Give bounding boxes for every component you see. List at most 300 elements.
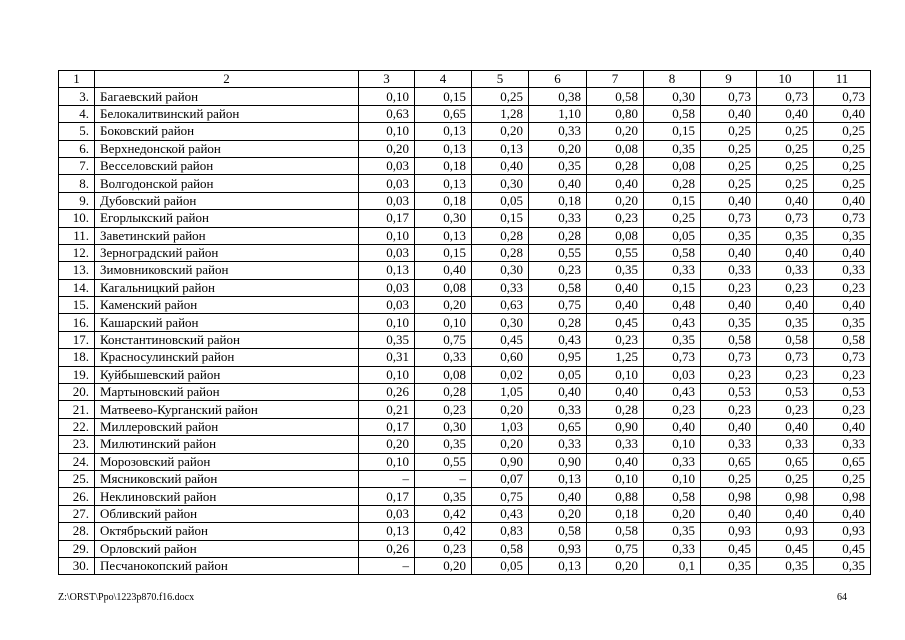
row-number-cell: 8. <box>59 175 95 192</box>
value-cell: 0,43 <box>644 314 701 331</box>
district-name-cell: Каменский район <box>95 297 359 314</box>
value-cell: 0,40 <box>587 384 644 401</box>
row-number-cell: 30. <box>59 557 95 574</box>
value-cell: 0,10 <box>359 453 415 470</box>
column-number-8: 8 <box>644 71 701 88</box>
value-cell: 0,53 <box>814 384 871 401</box>
value-cell: 0,35 <box>415 488 472 505</box>
value-cell: 0,25 <box>644 210 701 227</box>
table-row <box>59 523 871 540</box>
value-cell: 0,40 <box>814 505 871 522</box>
column-number-11: 11 <box>814 71 871 88</box>
value-cell: 0,28 <box>529 314 587 331</box>
value-cell: 0,40 <box>701 105 757 122</box>
value-cell: 0,33 <box>644 453 701 470</box>
row-number-cell: 23. <box>59 436 95 453</box>
value-cell: – <box>415 470 472 487</box>
column-number-9: 9 <box>701 71 757 88</box>
value-cell: 0,40 <box>814 105 871 122</box>
value-cell: 0,80 <box>587 105 644 122</box>
value-cell: 0,40 <box>757 297 814 314</box>
value-cell: 0,20 <box>644 505 701 522</box>
district-name-cell: Заветинский район <box>95 227 359 244</box>
value-cell: 0,90 <box>529 453 587 470</box>
value-cell: 0,05 <box>644 227 701 244</box>
row-number-cell: 19. <box>59 366 95 383</box>
value-cell: 0,35 <box>587 262 644 279</box>
district-name-cell: Орловский район <box>95 540 359 557</box>
row-number-cell: 25. <box>59 470 95 487</box>
value-cell: – <box>359 470 415 487</box>
value-cell: 0,25 <box>757 157 814 174</box>
value-cell: 0,21 <box>359 401 415 418</box>
row-number-cell: 17. <box>59 331 95 348</box>
value-cell: 0,20 <box>472 123 529 140</box>
row-number-cell: 20. <box>59 384 95 401</box>
value-cell: 0,25 <box>814 123 871 140</box>
value-cell: 0,18 <box>587 505 644 522</box>
value-cell: 0,08 <box>415 279 472 296</box>
value-cell: 0,23 <box>701 401 757 418</box>
value-cell: 0,20 <box>472 436 529 453</box>
value-cell: 0,63 <box>359 105 415 122</box>
value-cell: 0,40 <box>644 418 701 435</box>
value-cell: 0,28 <box>472 244 529 261</box>
value-cell: 0,15 <box>644 192 701 209</box>
table-row <box>59 262 871 279</box>
district-name-cell: Песчанокопский район <box>95 557 359 574</box>
value-cell: 0,75 <box>587 540 644 557</box>
value-cell: 0,05 <box>529 366 587 383</box>
value-cell: 0,40 <box>757 244 814 261</box>
value-cell: 0,25 <box>814 470 871 487</box>
value-cell: 0,42 <box>415 505 472 522</box>
value-cell: 0,03 <box>359 157 415 174</box>
value-cell: 0,05 <box>472 192 529 209</box>
value-cell: 0,08 <box>415 366 472 383</box>
column-number-5: 5 <box>472 71 529 88</box>
district-name-cell: Куйбышевский район <box>95 366 359 383</box>
data-table <box>58 70 871 575</box>
value-cell: 0,53 <box>757 384 814 401</box>
value-cell: 0,73 <box>701 349 757 366</box>
value-cell: 0,23 <box>529 262 587 279</box>
value-cell: 0,58 <box>644 105 701 122</box>
value-cell: 0,73 <box>757 349 814 366</box>
value-cell: 0,73 <box>814 210 871 227</box>
row-number-cell: 28. <box>59 523 95 540</box>
value-cell: 0,23 <box>757 401 814 418</box>
column-number-4: 4 <box>415 71 472 88</box>
value-cell: 0,28 <box>587 401 644 418</box>
row-number-cell: 3. <box>59 88 95 105</box>
value-cell: 0,17 <box>359 210 415 227</box>
table-row <box>59 279 871 296</box>
value-cell: 0,93 <box>529 540 587 557</box>
value-cell: 0,58 <box>757 331 814 348</box>
value-cell: 1,10 <box>529 105 587 122</box>
row-number-cell: 5. <box>59 123 95 140</box>
district-name-cell: Милютинский район <box>95 436 359 453</box>
district-name-cell: Белокалитвинский район <box>95 105 359 122</box>
table-row <box>59 192 871 209</box>
district-name-cell: Весселовский район <box>95 157 359 174</box>
value-cell: 0,35 <box>644 331 701 348</box>
value-cell: 0,18 <box>529 192 587 209</box>
value-cell: 0,58 <box>587 88 644 105</box>
row-number-cell: 22. <box>59 418 95 435</box>
value-cell: 1,25 <box>587 349 644 366</box>
value-cell: 0,98 <box>757 488 814 505</box>
value-cell: 0,35 <box>701 227 757 244</box>
table-row <box>59 314 871 331</box>
value-cell: 0,40 <box>757 105 814 122</box>
row-number-cell: 27. <box>59 505 95 522</box>
value-cell: 0,20 <box>587 192 644 209</box>
value-cell: 0,05 <box>472 557 529 574</box>
table-row <box>59 418 871 435</box>
value-cell: 0,35 <box>814 314 871 331</box>
table-row <box>59 557 871 574</box>
value-cell: 0,40 <box>587 175 644 192</box>
value-cell: 0,20 <box>587 557 644 574</box>
value-cell: 0,25 <box>757 140 814 157</box>
value-cell: 0,40 <box>814 297 871 314</box>
value-cell: 0,28 <box>472 227 529 244</box>
value-cell: 0,35 <box>757 557 814 574</box>
value-cell: 0,10 <box>415 314 472 331</box>
row-number-cell: 21. <box>59 401 95 418</box>
value-cell: 0,40 <box>415 262 472 279</box>
value-cell: 0,15 <box>644 123 701 140</box>
value-cell: 0,40 <box>472 157 529 174</box>
value-cell: 0,35 <box>701 314 757 331</box>
table-header-row <box>59 71 871 88</box>
value-cell: 0,31 <box>359 349 415 366</box>
value-cell: 0,73 <box>644 349 701 366</box>
row-number-cell: 12. <box>59 244 95 261</box>
value-cell: 0,58 <box>587 523 644 540</box>
value-cell: 0,43 <box>644 384 701 401</box>
value-cell: 1,05 <box>472 384 529 401</box>
column-number-7: 7 <box>587 71 644 88</box>
value-cell: 0,35 <box>415 436 472 453</box>
row-number-cell: 15. <box>59 297 95 314</box>
value-cell: 0,42 <box>415 523 472 540</box>
value-cell: 0,58 <box>472 540 529 557</box>
value-cell: 0,10 <box>359 88 415 105</box>
district-name-cell: Верхнедонской район <box>95 140 359 157</box>
value-cell: 0,1 <box>644 557 701 574</box>
value-cell: 0,13 <box>415 140 472 157</box>
value-cell: 0,38 <box>529 88 587 105</box>
column-number-2: 2 <box>95 71 359 88</box>
value-cell: 0,40 <box>814 244 871 261</box>
value-cell: 0,18 <box>415 192 472 209</box>
table-row <box>59 210 871 227</box>
value-cell: 0,15 <box>415 244 472 261</box>
value-cell: 0,08 <box>587 227 644 244</box>
row-number-cell: 6. <box>59 140 95 157</box>
value-cell: 0,03 <box>644 366 701 383</box>
value-cell: 0,58 <box>814 331 871 348</box>
value-cell: 0,33 <box>529 210 587 227</box>
value-cell: 0,33 <box>587 436 644 453</box>
value-cell: 0,33 <box>644 262 701 279</box>
value-cell: 0,28 <box>529 227 587 244</box>
row-number-cell: 24. <box>59 453 95 470</box>
value-cell: 0,40 <box>814 418 871 435</box>
value-cell: 0,23 <box>415 401 472 418</box>
value-cell: 0,20 <box>415 557 472 574</box>
value-cell: 0,90 <box>472 453 529 470</box>
district-name-cell: Кашарский район <box>95 314 359 331</box>
value-cell: 0,10 <box>644 470 701 487</box>
value-cell: 0,30 <box>415 210 472 227</box>
table-row <box>59 140 871 157</box>
value-cell: 0,25 <box>701 123 757 140</box>
value-cell: 0,73 <box>757 210 814 227</box>
district-name-cell: Багаевский район <box>95 88 359 105</box>
value-cell: 0,13 <box>529 470 587 487</box>
value-cell: 0,17 <box>359 418 415 435</box>
value-cell: 0,73 <box>701 210 757 227</box>
value-cell: 0,75 <box>529 297 587 314</box>
value-cell: 0,35 <box>814 557 871 574</box>
value-cell: 0,08 <box>644 157 701 174</box>
value-cell: 0,28 <box>644 175 701 192</box>
value-cell: 0,23 <box>701 279 757 296</box>
value-cell: 0,58 <box>529 523 587 540</box>
value-cell: 0,33 <box>701 436 757 453</box>
value-cell: 0,23 <box>814 366 871 383</box>
table-row <box>59 436 871 453</box>
table-row <box>59 175 871 192</box>
value-cell: 0,15 <box>415 88 472 105</box>
value-cell: 0,13 <box>359 262 415 279</box>
value-cell: 0,40 <box>529 384 587 401</box>
district-name-cell: Мартыновский район <box>95 384 359 401</box>
value-cell: 0,23 <box>587 210 644 227</box>
column-number-6: 6 <box>529 71 587 88</box>
value-cell: 0,10 <box>587 366 644 383</box>
value-cell: 0,40 <box>814 192 871 209</box>
value-cell: 0,40 <box>701 297 757 314</box>
table-row <box>59 157 871 174</box>
row-number-cell: 18. <box>59 349 95 366</box>
value-cell: 0,02 <box>472 366 529 383</box>
value-cell: 0,88 <box>587 488 644 505</box>
value-cell: 0,40 <box>529 175 587 192</box>
value-cell: 0,55 <box>587 244 644 261</box>
value-cell: 0,33 <box>757 262 814 279</box>
value-cell: 0,48 <box>644 297 701 314</box>
value-cell: 0,25 <box>757 123 814 140</box>
value-cell: 0,13 <box>359 523 415 540</box>
value-cell: 0,23 <box>814 401 871 418</box>
value-cell: 0,73 <box>814 88 871 105</box>
value-cell: 1,28 <box>472 105 529 122</box>
value-cell: 0,98 <box>814 488 871 505</box>
value-cell: 0,45 <box>472 331 529 348</box>
value-cell: 0,15 <box>472 210 529 227</box>
value-cell: 0,35 <box>701 557 757 574</box>
value-cell: 0,35 <box>814 227 871 244</box>
value-cell: 0,33 <box>529 123 587 140</box>
value-cell: 0,25 <box>701 140 757 157</box>
value-cell: 0,75 <box>415 331 472 348</box>
district-name-cell: Кагальницкий район <box>95 279 359 296</box>
table-row <box>59 297 871 314</box>
value-cell: 0,55 <box>415 453 472 470</box>
value-cell: 0,40 <box>587 279 644 296</box>
value-cell: 0,10 <box>359 366 415 383</box>
table-row <box>59 384 871 401</box>
value-cell: 0,20 <box>529 140 587 157</box>
value-cell: 0,33 <box>814 262 871 279</box>
district-name-cell: Обливский район <box>95 505 359 522</box>
value-cell: 0,93 <box>701 523 757 540</box>
table-row <box>59 366 871 383</box>
row-number-cell: 13. <box>59 262 95 279</box>
value-cell: 0,15 <box>644 279 701 296</box>
value-cell: 0,73 <box>701 88 757 105</box>
value-cell: 0,23 <box>415 540 472 557</box>
value-cell: 0,45 <box>587 314 644 331</box>
value-cell: 0,58 <box>701 331 757 348</box>
value-cell: 0,08 <box>587 140 644 157</box>
value-cell: 0,65 <box>415 105 472 122</box>
value-cell: 0,30 <box>644 88 701 105</box>
value-cell: 0,10 <box>359 314 415 331</box>
value-cell: 0,65 <box>529 418 587 435</box>
district-name-cell: Матвеево-Курганский район <box>95 401 359 418</box>
value-cell: 0,30 <box>415 418 472 435</box>
value-cell: 0,17 <box>359 488 415 505</box>
value-cell: 0,10 <box>359 227 415 244</box>
table-row <box>59 453 871 470</box>
value-cell: 0,40 <box>757 418 814 435</box>
value-cell: 0,65 <box>814 453 871 470</box>
value-cell: 0,73 <box>757 88 814 105</box>
value-cell: 0,83 <box>472 523 529 540</box>
district-name-cell: Октябрьский район <box>95 523 359 540</box>
district-name-cell: Волгодонской район <box>95 175 359 192</box>
row-number-cell: 11. <box>59 227 95 244</box>
value-cell: 0,03 <box>359 279 415 296</box>
value-cell: 0,95 <box>529 349 587 366</box>
value-cell: 0,63 <box>472 297 529 314</box>
district-name-cell: Боковский район <box>95 123 359 140</box>
value-cell: 0,90 <box>587 418 644 435</box>
value-cell: 0,26 <box>359 384 415 401</box>
value-cell: 0,45 <box>814 540 871 557</box>
district-name-cell: Зерноградский район <box>95 244 359 261</box>
table-row <box>59 401 871 418</box>
value-cell: 0,25 <box>814 140 871 157</box>
value-cell: 0,03 <box>359 244 415 261</box>
table-row <box>59 227 871 244</box>
value-cell: 0,33 <box>644 540 701 557</box>
value-cell: 0,55 <box>529 244 587 261</box>
district-name-cell: Константиновский район <box>95 331 359 348</box>
value-cell: 0,25 <box>701 157 757 174</box>
value-cell: 0,58 <box>644 488 701 505</box>
page-number: 64 <box>837 592 847 603</box>
value-cell: 0,33 <box>757 436 814 453</box>
row-number-cell: 14. <box>59 279 95 296</box>
value-cell: – <box>359 557 415 574</box>
value-cell: 0,33 <box>814 436 871 453</box>
value-cell: 0,20 <box>472 401 529 418</box>
value-cell: 0,43 <box>529 331 587 348</box>
value-cell: 0,25 <box>757 175 814 192</box>
table-row <box>59 244 871 261</box>
value-cell: 1,03 <box>472 418 529 435</box>
table-row <box>59 540 871 557</box>
value-cell: 0,28 <box>415 384 472 401</box>
value-cell: 0,13 <box>415 227 472 244</box>
value-cell: 0,07 <box>472 470 529 487</box>
row-number-cell: 29. <box>59 540 95 557</box>
value-cell: 0,23 <box>587 331 644 348</box>
value-cell: 0,13 <box>529 557 587 574</box>
value-cell: 0,25 <box>472 88 529 105</box>
table-row <box>59 349 871 366</box>
value-cell: 0,25 <box>814 175 871 192</box>
value-cell: 0,45 <box>701 540 757 557</box>
district-name-cell: Неклиновский район <box>95 488 359 505</box>
value-cell: 0,40 <box>587 297 644 314</box>
district-name-cell: Морозовский район <box>95 453 359 470</box>
value-cell: 0,40 <box>701 418 757 435</box>
value-cell: 0,40 <box>757 192 814 209</box>
value-cell: 0,20 <box>529 505 587 522</box>
value-cell: 0,93 <box>814 523 871 540</box>
column-number-10: 10 <box>757 71 814 88</box>
value-cell: 0,30 <box>472 314 529 331</box>
value-cell: 0,35 <box>757 227 814 244</box>
value-cell: 0,23 <box>814 279 871 296</box>
value-cell: 0,25 <box>814 157 871 174</box>
value-cell: 0,98 <box>701 488 757 505</box>
value-cell: 0,25 <box>757 470 814 487</box>
value-cell: 0,03 <box>359 175 415 192</box>
value-cell: 0,13 <box>415 175 472 192</box>
value-cell: 0,40 <box>529 488 587 505</box>
value-cell: 0,58 <box>529 279 587 296</box>
value-cell: 0,03 <box>359 297 415 314</box>
value-cell: 0,93 <box>757 523 814 540</box>
value-cell: 0,33 <box>472 279 529 296</box>
value-cell: 0,43 <box>472 505 529 522</box>
value-cell: 0,25 <box>701 470 757 487</box>
value-cell: 0,45 <box>757 540 814 557</box>
value-cell: 0,35 <box>757 314 814 331</box>
table-row <box>59 88 871 105</box>
table-row <box>59 105 871 122</box>
value-cell: 0,30 <box>472 262 529 279</box>
value-cell: 0,35 <box>529 157 587 174</box>
district-name-cell: Мясниковский район <box>95 470 359 487</box>
district-name-cell: Миллеровский район <box>95 418 359 435</box>
district-name-cell: Красносулинский район <box>95 349 359 366</box>
value-cell: 0,33 <box>415 349 472 366</box>
value-cell: 0,18 <box>415 157 472 174</box>
row-number-cell: 7. <box>59 157 95 174</box>
row-number-cell: 9. <box>59 192 95 209</box>
value-cell: 0,35 <box>644 140 701 157</box>
